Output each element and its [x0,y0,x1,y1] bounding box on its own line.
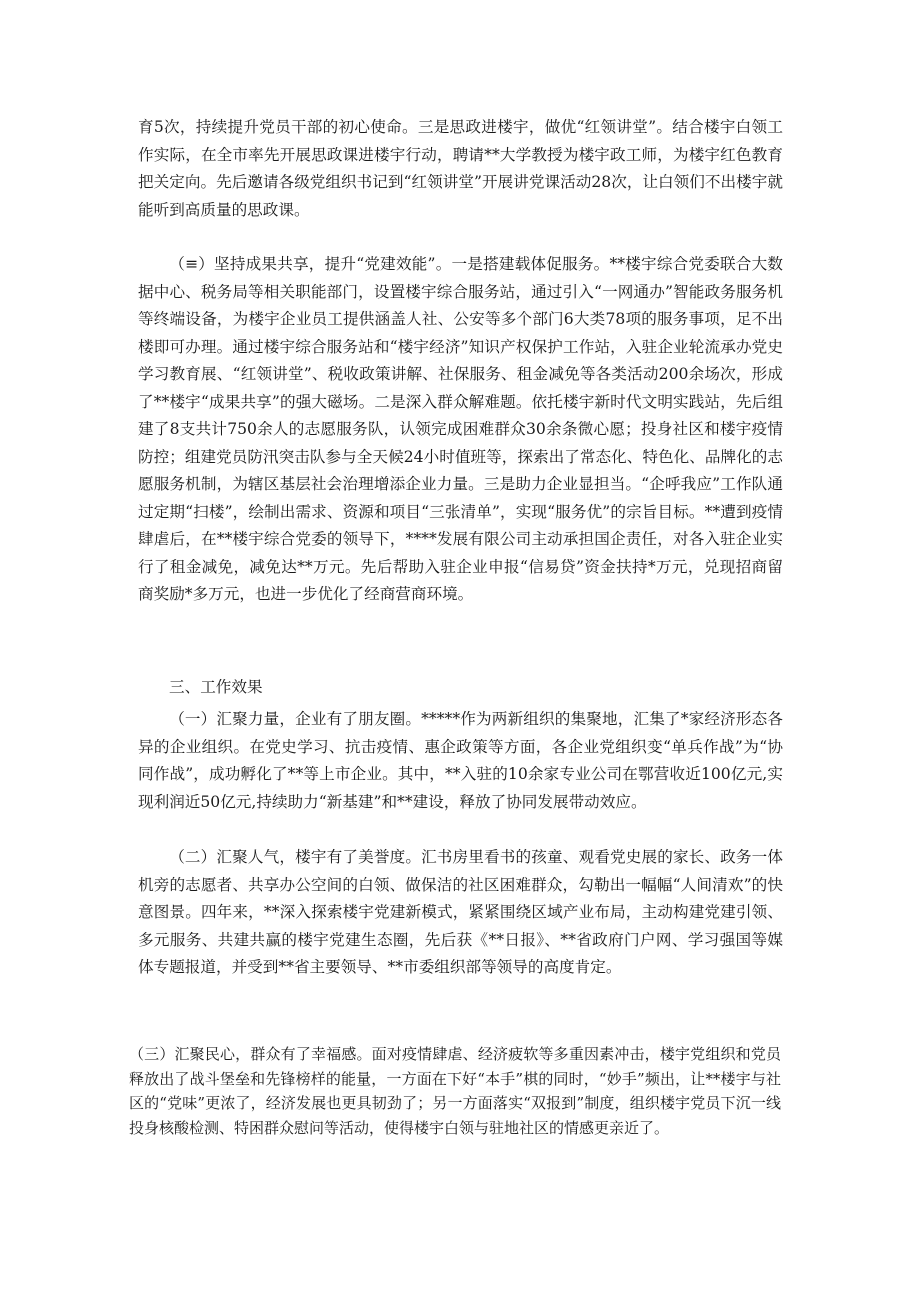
paragraph-section-three-achievement-sharing: （≡）坚持成果共享，提升“党建效能”。一是搭建载体促服务。**楼宇综合党委联合大数据中心、税务局等相关职能部门，设置楼宇综合服务站，通过引入“一网通办”智能政务服务机等终端设备，为楼宇企业员工提供涵盖人社、公安等多个部门6大类78项的服务事项，足不出楼即可办理。通过楼宇综合服务站和“楼宇经济”知识产权保护工作站，入驻企业轮流承办党史学习教育展、“红领讲堂”、税收政策讲解、社保服务、租金减免等各类活动200余场次，形成了**楼宇“成果共享”的强大磁场。二是深入群众解难题。依托楼宇新时代文明实践站，先后组建了8支共计750余人的志愿服务队，认领完成困难群众30余条微心愿；投身社区和楼宇疫情防控；组建党员防汛突击队参与全天候24小时值班等，探索出了常态化、特色化、品牌化的志愿服务机制，为辖区基层社会治理增添企业力量。三是助力企业显担当。“企呼我应”工作队通过定期“扫楼”，绘制出需求、资源和项目“三张清单”，实现“服务优”的宗旨目标。**遭到疫情肆虐后，在**楼宇综合党委的领导下，****发展有限公司主动承担国企责任，对各入驻企业实行了租金减免，减免达**万元。先后帮助入驻企业申报“信易贷”资金扶持*万元，兑现招商留商奖励*多万元，也进一步优化了经商营商环境。 [138,255,783,603]
heading-work-results: 三、工作效果 [169,678,263,696]
paragraph-red-collar-lecture: 育5次，持续提升党员干部的初心使命。三是思政进楼宇，做优“红领讲堂”。结合楼宇白领工作实际，在全市率先开展思政课进楼宇行动，聘请**大学教授为楼宇政工师，为楼宇红色教育把关定向。先后邀请各级党组织书记到“红领讲堂”开展讲党课活动28次，让白领们不出楼宇就能听到高质量的思政课。 [138,118,783,219]
paragraph-gather-strength: （一）汇聚力量，企业有了朋友圈。*****作为两新组织的集聚地，汇集了*家经济形态各异的企业组织。在党史学习、抗击疫情、惠企政策等方面，各企业党组织变“单兵作战”为“协同作战”，成功孵化了**等上市企业。其中，**入驻的10余家专业公司在鄂营收近100亿元,实现利润近50亿元,持续助力“新基建”和**建设，释放了协同发展带动效应。 [138,710,783,811]
paragraph-gather-popularity: （二）汇聚人气，楼宇有了美誉度。汇书房里看书的孩童、观看党史展的家长、政务一体机旁的志愿者、共享办公空间的白领、做保洁的社区困难群众，勾勒出一幅幅“人间清欢”的快意图景。四年来，**深入探索楼宇党建新模式，紧紧围绕区域产业布局，主动构建党建引领、多元服务、共建共赢的楼宇党建生态圈，先后获《**日报》、**省政府门户网、学习强国等媒体专题报道，并受到**省主要领导、**市委组织部等领导的高度肯定。 [138,848,783,976]
paragraph-gather-public-support: （三）汇聚民心，群众有了幸福感。面对疫情肆虐、经济疲软等多重因素冲击，楼宇党组织和党员释放出了战斗堡垒和先锋榜样的能量，一方面在下好“本手”棋的同时，“妙手”频出，让**楼宇与社区的“党味”更浓了，经济发展也更具韧劲了；另一方面落实“双报到”制度，组织楼宇党员下沉一线投身核酸检测、特困群众慰问等活动，使得楼宇白领与驻地社区的情感更亲近了。 [129,1045,781,1137]
